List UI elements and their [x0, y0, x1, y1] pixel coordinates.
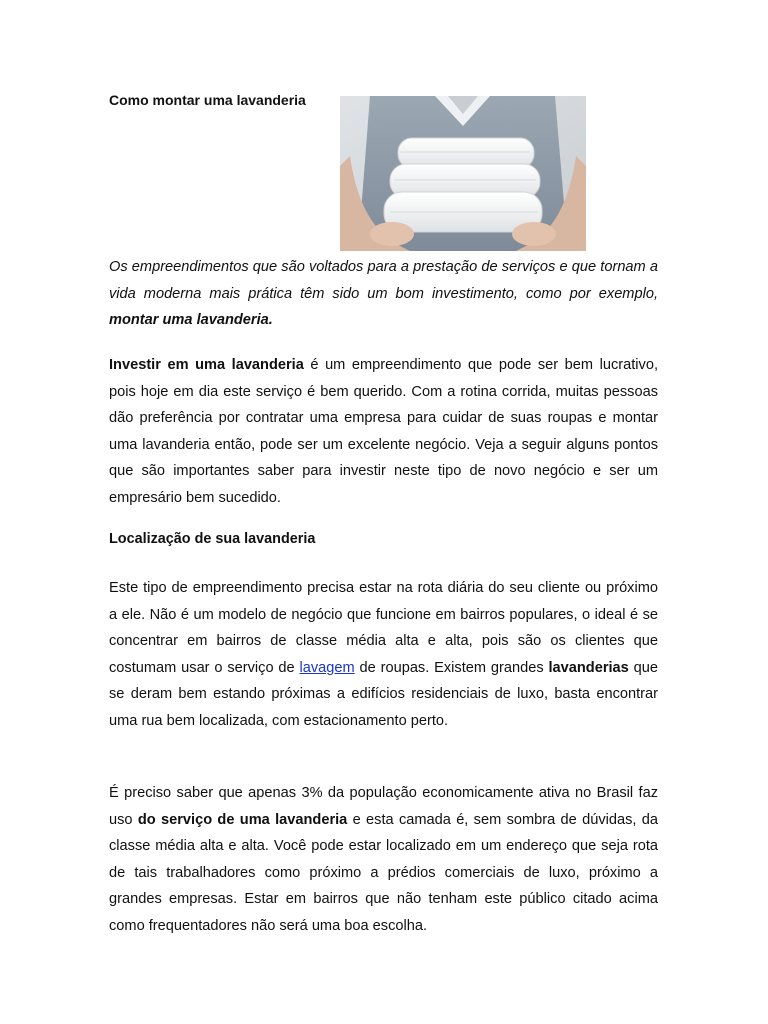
location-text-3: que se deram bem estando próximas a edifícios residenciais de luxo, basta encontrar uma rua bem localizada, com estacionamento perto. [109, 659, 658, 729]
population-text-2: e esta camada é, sem sombra de dúvidas, da classe média alta e alta. Você pode estar localizado em um endereço que seja rota de tais trabalhadores como próximo a prédios comerciais de luxo, próximo a grandes empresas. Estar em bairros que não tenham este público citado acima como frequentadores não será uma boa escolha. [109, 811, 658, 934]
population-bold: do serviço de uma lavanderia [137, 811, 348, 828]
intro-paragraph [109, 254, 658, 334]
paragraph-location [109, 575, 658, 735]
location-text-2: de roupas. Existem grandes [354, 659, 549, 676]
location-bold: lavanderias [548, 659, 629, 676]
lavagem-link[interactable]: lavagem [299, 659, 355, 676]
invest-text: é um empreendimento que pode ser bem lucrativo, pois hoje em dia este serviço é bem querido. Com a rotina corrida, muitas pessoas dão preferência por contratar uma empresa para cuidar de suas roupas e montar uma lavanderia então, pode ser um excelente negócio. Veja a seguir alguns pontos que são importantes saber para investir neste tipo de novo negócio e ser um empresário bem sucedido. [109, 357, 659, 506]
paragraph-invest [109, 352, 658, 512]
article-title: Como montar uma lavanderia [109, 92, 306, 108]
towels-illustration [340, 96, 586, 251]
location-text-1: Este tipo de empreendimento precisa estar na rota diária do seu cliente ou próximo a ele. Não é um modelo de negócio que funcione em bairros populares, o ideal é se concentrar em bairros de classe média alta e alta, pois são os clientes que costumam usar o serviço de [109, 580, 658, 676]
population-text-1: É preciso saber que apenas 3% da população economicamente ativa no Brasil faz uso [109, 785, 658, 828]
section-heading: Localização de sua lavanderia [109, 531, 316, 547]
intro-bold: montar uma lavanderia. [109, 312, 273, 329]
paragraph-population [109, 780, 658, 940]
towels-photo [340, 96, 586, 251]
invest-bold: Investir em uma lavanderia [109, 357, 304, 373]
intro-text: Os empreendimentos que são voltados para a prestação de serviços e que tornam a vida moderna mais prática têm sido um bom investimento, como por exemplo, [109, 259, 658, 302]
